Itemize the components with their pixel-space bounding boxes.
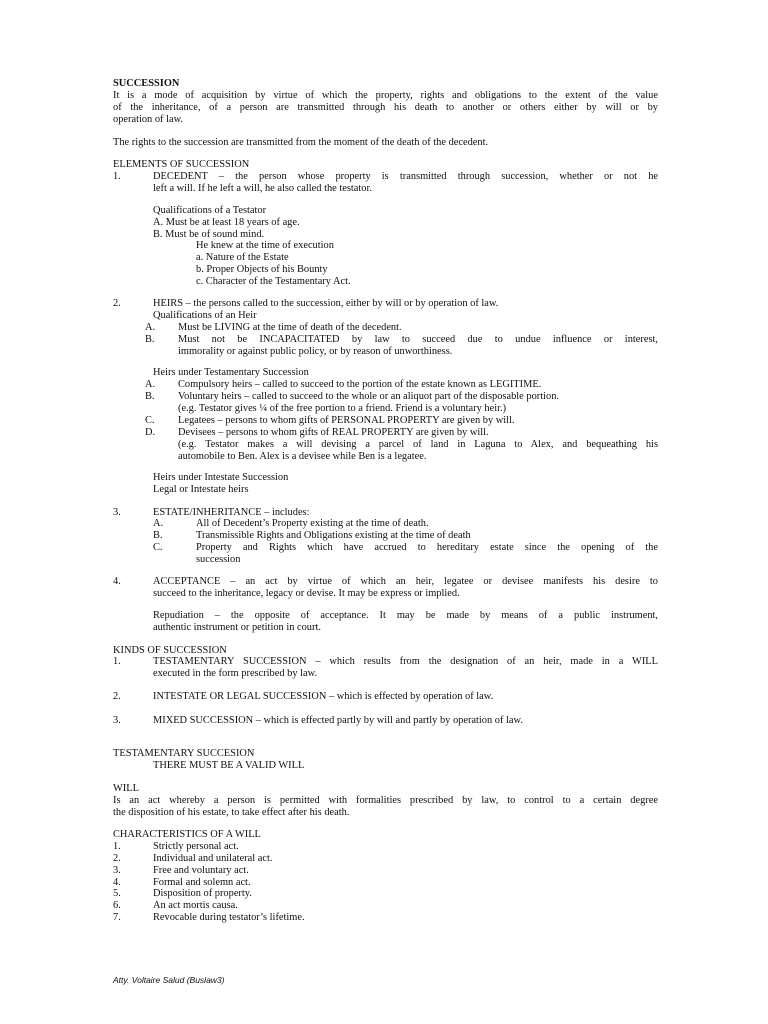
text-line: 2.	[113, 298, 121, 309]
text-line: B.	[153, 530, 163, 541]
page-footer: Atty. Voltaire Salud (Buslaw3)	[113, 975, 225, 985]
text-line: Devisees – persons to whom gifts of REAL PROPERTY are given by will.	[178, 427, 489, 438]
text-line: KINDS OF SUCCESSION	[113, 645, 227, 656]
text-line: Heirs under Intestate Succession	[153, 472, 289, 483]
text-line: B.	[145, 334, 155, 345]
text-line: Compulsory heirs – called to succeed to the portion of the estate known as LEGITIME.	[178, 379, 542, 390]
text-line: of the inheritance, of a person are transmitted through his death to another or others either by will or by	[113, 102, 658, 113]
text-line: 1.	[113, 171, 121, 182]
text-line: B.	[145, 391, 155, 402]
text-line: Is an act whereby a person is permitted with formalities prescribed by law, to control to a certain degree	[113, 795, 658, 806]
text-line: HEIRS – the persons called to the succession, either by will or by operation of law.	[153, 298, 499, 309]
text-line: automobile to Ben. Alex is a devisee while Ben is a legatee.	[178, 451, 427, 462]
text-line: CHARACTERISTICS OF A WILL	[113, 829, 261, 840]
text-line: ACCEPTANCE – an act by virtue of which an heir, legatee or devisee manifests his desire to	[153, 576, 658, 587]
text-line: (e.g. Testator gives ¼ of the free portion to a friend. Friend is a voluntary heir.)	[178, 403, 507, 414]
text-line: A.	[145, 322, 156, 333]
text-line: It is a mode of acquisition by virtue of which the property, rights and obligations to the extent of the value	[113, 90, 658, 101]
text-line: operation of law.	[113, 114, 184, 125]
text-line: Legal or Intestate heirs	[153, 484, 249, 495]
text-line: succession	[196, 554, 241, 565]
text-line: SUCCESSION	[113, 78, 180, 89]
text-line: ELEMENTS OF SUCCESSION	[113, 159, 250, 170]
text-line: DECEDENT – the person whose property is transmitted through succession, whether or not he	[153, 171, 658, 182]
text-line: the disposition of his estate, to take effect after his death.	[113, 807, 350, 818]
text-line: A.	[153, 518, 164, 529]
text-line: Must not be INCAPACITATED by law to succeed due to undue influence or interest,	[178, 334, 658, 345]
text-line: MIXED SUCCESSION – which is effected partly by will and partly by operation of law.	[153, 715, 523, 726]
text-line: 5.	[113, 888, 121, 899]
text-line: The rights to the succession are transmitted from the moment of the death of the decedent.	[113, 137, 489, 148]
text-line: left a will. If he left a will, he also called the testator.	[153, 183, 372, 194]
text-line: b. Proper Objects of his Bounty	[196, 264, 328, 275]
text-line: TESTAMENTARY SUCCESION	[113, 748, 255, 759]
text-line: ESTATE/INHERITANCE – includes:	[153, 507, 310, 518]
text-line: Transmissible Rights and Obligations existing at the time of death	[196, 530, 471, 541]
text-line: Repudiation – the opposite of acceptance. It may be made by means of a public instrument,	[153, 610, 658, 621]
text-line: Formal and solemn act.	[153, 877, 251, 888]
text-line: All of Decedent’s Property existing at the time of death.	[196, 518, 429, 529]
text-line: C.	[145, 415, 155, 426]
text-line: 7.	[113, 912, 121, 923]
text-line: Qualifications of an Heir	[153, 310, 257, 321]
text-line: 3.	[113, 865, 121, 876]
text-line: immorality or against public policy, or by reason of unworthiness.	[178, 346, 453, 357]
text-line: Heirs under Testamentary Succession	[153, 367, 309, 378]
text-line: D.	[145, 427, 156, 438]
text-line: Qualifications of a Testator	[153, 205, 267, 216]
text-line: a. Nature of the Estate	[196, 252, 289, 263]
text-line: Voluntary heirs – called to succeed to the whole or an aliquot part of the disposable portion.	[178, 391, 559, 402]
text-line: A. Must be at least 18 years of age.	[153, 217, 300, 228]
text-line: Strictly personal act.	[153, 841, 239, 852]
text-line: TESTAMENTARY SUCCESSION – which results from the designation of an heir, made in a WILL	[153, 656, 658, 667]
text-line: 4.	[113, 576, 121, 587]
text-line: executed in the form prescribed by law.	[153, 668, 318, 679]
text-line: THERE MUST BE A VALID WILL	[153, 760, 305, 771]
text-line: authentic instrument or petition in court.	[153, 622, 321, 633]
text-line: Individual and unilateral act.	[153, 853, 273, 864]
text-line: 4.	[113, 877, 121, 888]
text-line: B. Must be of sound mind.	[153, 229, 265, 240]
text-line: 1.	[113, 841, 121, 852]
text-line: 1.	[113, 656, 121, 667]
text-line: Disposition of property.	[153, 888, 252, 899]
text-line: Legatees – persons to whom gifts of PERSONAL PROPERTY are given by will.	[178, 415, 515, 426]
text-line: 2.	[113, 853, 121, 864]
text-line: 2.	[113, 691, 121, 702]
text-line: 3.	[113, 715, 121, 726]
text-line: (e.g. Testator makes a will devising a parcel of land in Laguna to Alex, and bequeathing his	[178, 439, 658, 450]
text-line: 6.	[113, 900, 121, 911]
text-line: succeed to the inheritance, legacy or devise. It may be express or implied.	[153, 588, 460, 599]
text-line: Property and Rights which have accrued to hereditary estate since the opening of the	[196, 542, 658, 553]
text-line: WILL	[113, 783, 139, 794]
text-line: An act mortis causa.	[153, 900, 238, 911]
text-line: A.	[145, 379, 156, 390]
text-line: He knew at the time of execution	[196, 240, 334, 251]
text-line: C.	[153, 542, 163, 553]
text-line: INTESTATE OR LEGAL SUCCESSION – which is effected by operation of law.	[153, 691, 494, 702]
text-line: 3.	[113, 507, 121, 518]
text-line: Revocable during testator’s lifetime.	[153, 912, 305, 923]
text-line: c. Character of the Testamentary Act.	[196, 276, 351, 287]
text-line: Free and voluntary act.	[153, 865, 249, 876]
text-line: Must be LIVING at the time of death of the decedent.	[178, 322, 402, 333]
